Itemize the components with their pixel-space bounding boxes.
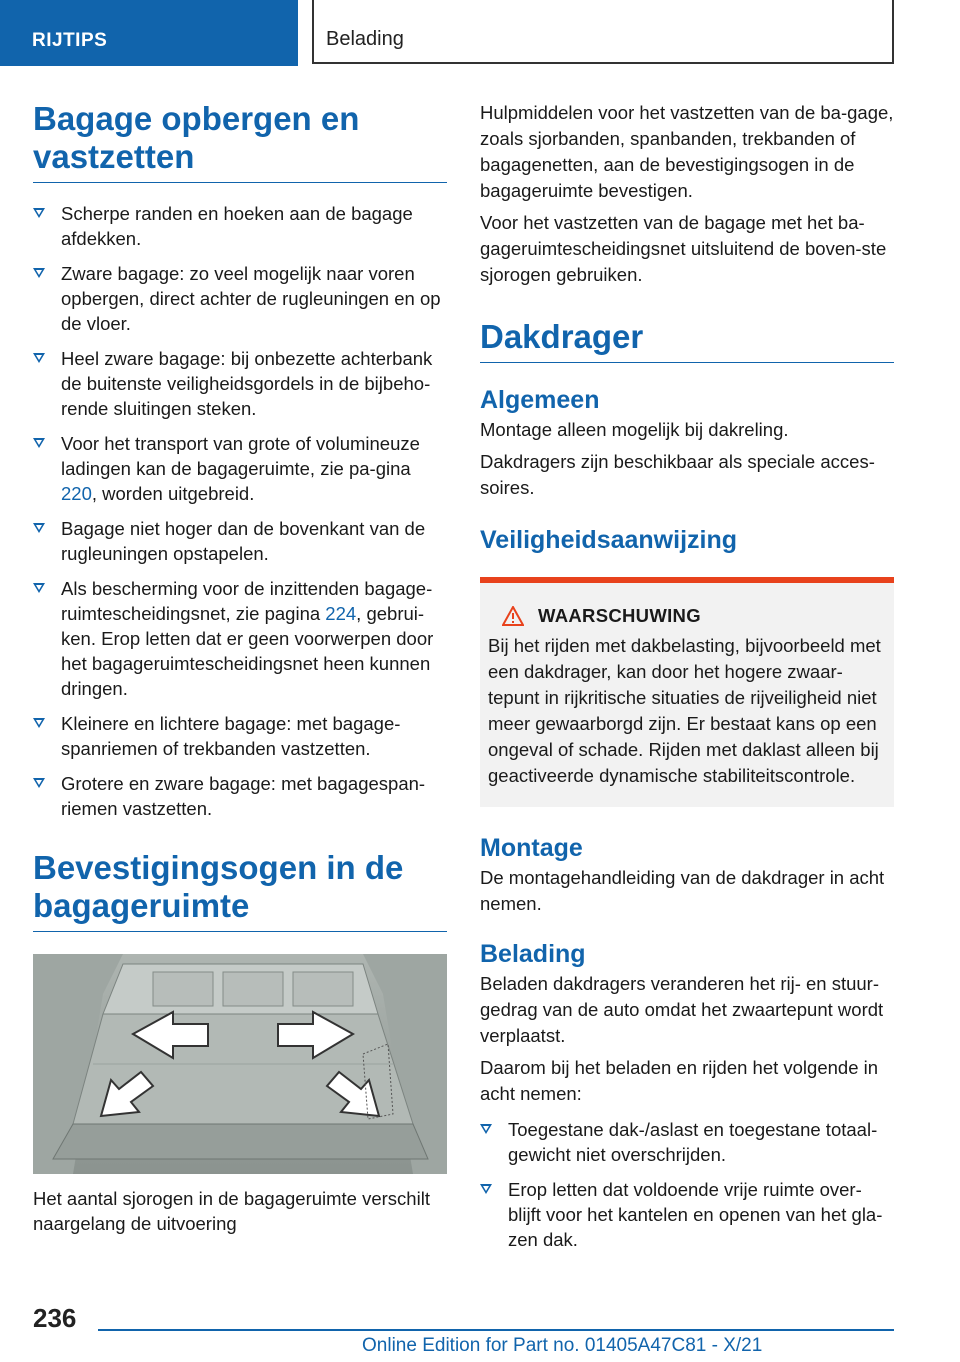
list-item [33, 516, 447, 566]
paragraph-belading-1: Beladen dakdragers veranderen het rij- en stuur-gedrag van de auto omdat het zwaartepunt wordt verplaatst. [480, 973, 884, 1046]
header-chapter-label: Belading [326, 28, 404, 50]
trunk-photo [33, 954, 447, 1174]
triangle-bullet-icon [33, 438, 45, 448]
list-item [33, 201, 447, 251]
list-item-text: Erop letten dat voldoende vrije ruimte over-blijft voor het kantelen en openen van het gla-zen dak. [508, 1179, 883, 1250]
list-item-text: Kleinere en lichtere bagage: met bagage-spanriemen of trekbanden vastzetten. [61, 713, 401, 759]
list-item [33, 346, 447, 421]
header-section-label: RIJTIPS [32, 30, 108, 51]
warning-text: Bij het rijden met dakbelasting, bijvoorbeeld met een dakdrager, kan door het hogere zwaar-tepunt in rijkritische situaties de rijveiligheid niet meer gewaarborgd zijn. Er bestaat kans op een ongeval of schade. Rijden met daklast alleen bij geactiveerde dynamische stabiliteitscontrole. [488, 635, 881, 786]
list-item-text: Toegestane dak-/aslast en toegestane totaal-gewicht niet overschrijden. [508, 1119, 878, 1165]
list-item [480, 1177, 894, 1252]
list-item-text: Heel zware bagage: bij onbezette achterbank de buitenste veiligheidsgordels in de bijbeho-rende sluitingen steken. [61, 348, 433, 419]
list-item-text: Grotere en zware bagage: met bagagespan-riemen vastzetten. [61, 773, 426, 819]
triangle-bullet-icon [480, 1124, 492, 1134]
section-title-bevestigingsogen: Bevestigingsogen in de bagageruimte [33, 849, 447, 932]
triangle-bullet-icon [33, 778, 45, 788]
section-title-bagage: Bagage opbergen en vastzetten [33, 100, 447, 183]
list-item-text: Scherpe randen en hoeken aan de bagage afdekken. [61, 203, 413, 249]
list-item [33, 576, 447, 701]
list-item [33, 711, 447, 761]
heading-algemeen: Algemeen [480, 386, 600, 414]
header-chapter-box [312, 0, 894, 64]
triangle-bullet-icon [33, 523, 45, 533]
page-link[interactable]: 220 [61, 483, 92, 504]
footer-divider [98, 1329, 894, 1331]
triangle-bullet-icon [33, 353, 45, 363]
triangle-bullet-icon [33, 583, 45, 593]
list-item-text: Bagage niet hoger dan de bovenkant van de rugleuningen opstapelen. [61, 518, 426, 564]
paragraph-scheidingsnet: Voor het vastzetten van de bagage met het ba-gageruimtescheidingsnet uitsluitend de boven-ste sjorogen gebruiken. [480, 212, 887, 285]
triangle-bullet-icon [33, 268, 45, 278]
warning-triangle-icon [502, 606, 524, 626]
paragraph-belading-2: Daarom bij het beladen en rijden het volgende in acht nemen: [480, 1057, 879, 1104]
photo-caption: Het aantal sjorogen in de bagageruimte verschilt naargelang de uitvoering [33, 1188, 430, 1234]
paragraph-montage: De montagehandleiding van de dakdrager in acht nemen. [480, 867, 885, 914]
paragraph-hulpmiddelen: Hulpmiddelen voor het vastzetten van de ba-gage, zoals sjorbanden, spanbanden, trekbanden of bagagenetten, aan de bevestigingsogen in de bagageruimte bevestigen. [480, 102, 894, 201]
right-column [480, 100, 894, 1252]
list-item [33, 261, 447, 336]
heading-veiligheid: Veiligheidsaanwijzing [480, 526, 738, 554]
section-title-dakdrager: Dakdrager [480, 318, 894, 363]
heading-belading: Belading [480, 940, 586, 968]
triangle-bullet-icon [33, 208, 45, 218]
triangle-bullet-icon [33, 718, 45, 728]
paragraph-algemeen-1: Montage alleen mogelijk bij dakreling. [480, 419, 789, 440]
list-item [33, 431, 447, 506]
list-item-text: , worden uitgebreid. [91, 483, 255, 504]
page-number: 236 [33, 1303, 77, 1333]
warning-title: WAARSCHUWING [538, 605, 701, 626]
list-item-text: , gebrui-ken. Erop letten dat er geen voorwerpen door het bagageruimtescheidingsnet heen kunnen dringen. [61, 603, 434, 699]
belading-list [480, 1117, 894, 1252]
list-item [480, 1117, 894, 1167]
list-item-text: Als bescherming voor de inzittenden bagage-ruimtescheidingsnet, zie pagina [61, 578, 433, 624]
paragraph-algemeen-2: Dakdragers zijn beschikbaar als speciale acces-soires. [480, 451, 875, 498]
heading-montage: Montage [480, 834, 583, 862]
triangle-bullet-icon [480, 1184, 492, 1194]
warning-box [480, 577, 894, 807]
page-link[interactable]: 224 [325, 603, 357, 624]
list-item-text: Voor het transport van grote of volumineuze ladingen kan de bagageruimte, zie pa-gina [61, 433, 420, 479]
left-column [33, 100, 447, 1236]
bagage-list [33, 201, 447, 821]
warning-title-row [488, 605, 886, 627]
header-section-tab [0, 0, 298, 66]
list-item [33, 771, 447, 821]
footer-edition: Online Edition for Part no. 01405A47C81 - X/21 [362, 1335, 763, 1356]
list-item-text: Zware bagage: zo veel mogelijk naar voren opbergen, direct achter de rugleuningen en op de vloer. [61, 263, 441, 334]
